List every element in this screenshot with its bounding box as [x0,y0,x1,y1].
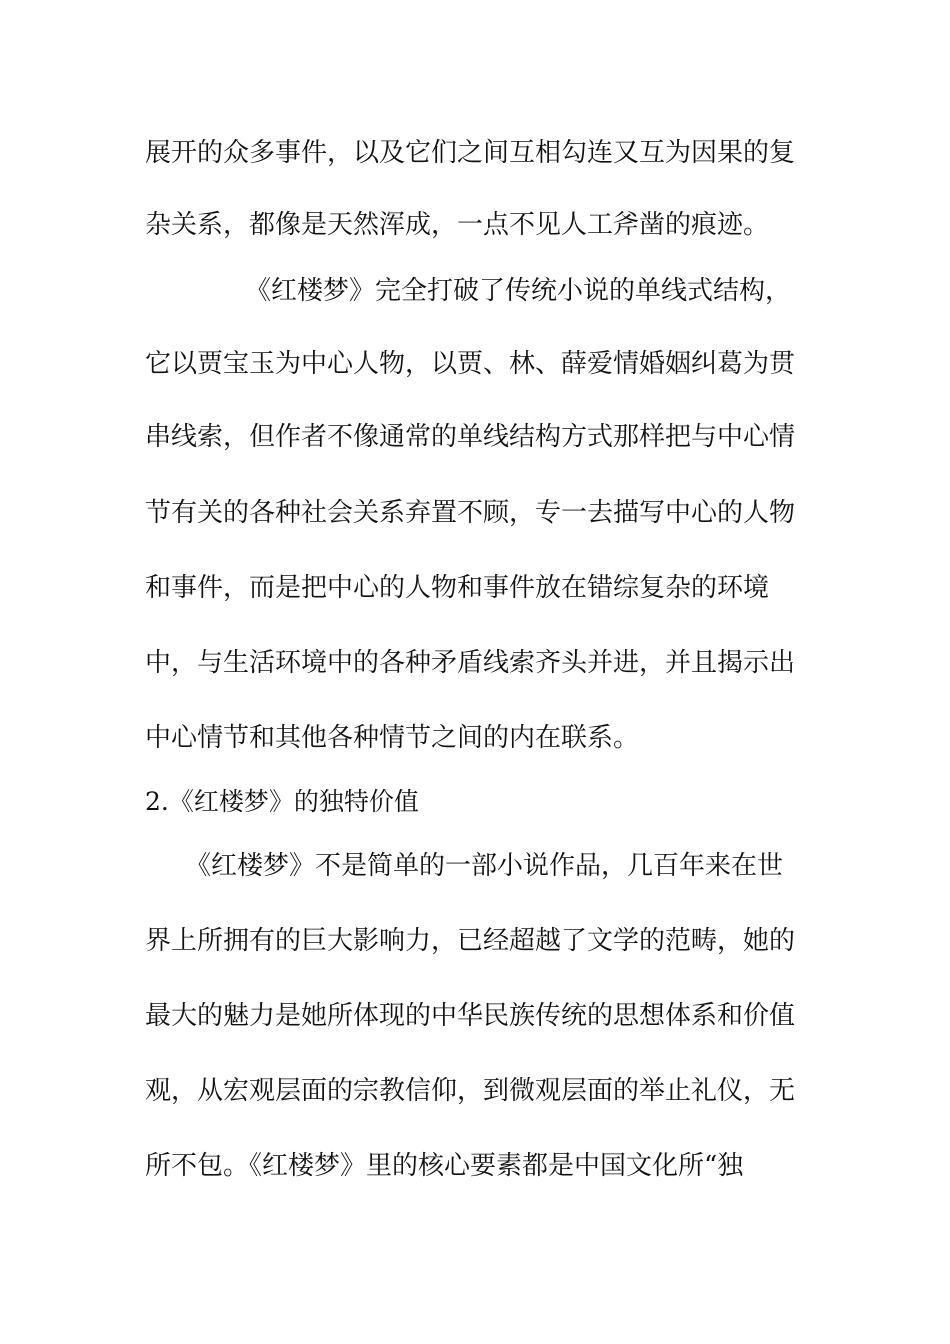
paragraph-2-line-7: 中心情节和其他各种情节之间的内在联系。 [145,723,640,753]
paragraph-3-line-4: 观，从宏观层面的宗教信仰，到微观层面的举止礼仪，无 [145,1076,796,1106]
paragraph-2-line-2: 它以贾宝玉为中心人物，以贾、林、薛爱情婚姻纠葛为贯 [145,349,796,379]
paragraph-2-line-3: 串线索，但作者不像通常的单线结构方式那样把与中心情 [145,422,796,452]
paragraph-1-line-1: 展开的众多事件，以及它们之间互相勾连又互为因果的复 [145,138,796,168]
paragraph-3-line-5: 所不包。《红楼梦》里的核心要素都是中国文化所“独 [145,1151,744,1181]
paragraph-2-line-1: 《红楼梦》完全打破了传统小说的单线式结构， [245,276,792,306]
paragraph-3-line-1: 《红楼梦》不是简单的一部小说作品，几百年来在世 [185,851,784,881]
paragraph-2-line-5: 和事件，而是把中心的人物和事件放在错综复杂的环境 [145,573,770,603]
paragraph-2-line-4: 节有关的各种社会关系弃置不顾，专一去描写中心的人物 [145,498,796,528]
paragraph-3-line-2: 界上所拥有的巨大影响力，已经超越了文学的范畴，她的 [145,926,796,956]
section-heading: 2.《红楼梦》的独特价值 [145,787,419,816]
paragraph-1-line-2: 杂关系，都像是天然浑成，一点不见人工斧凿的痕迹。 [145,210,770,240]
paragraph-2-line-6: 中，与生活环境中的各种矛盾线索齐头并进，并且揭示出 [145,648,796,678]
paragraph-3-line-3: 最大的魅力是她所体现的中华民族传统的思想体系和价值 [145,1001,796,1031]
